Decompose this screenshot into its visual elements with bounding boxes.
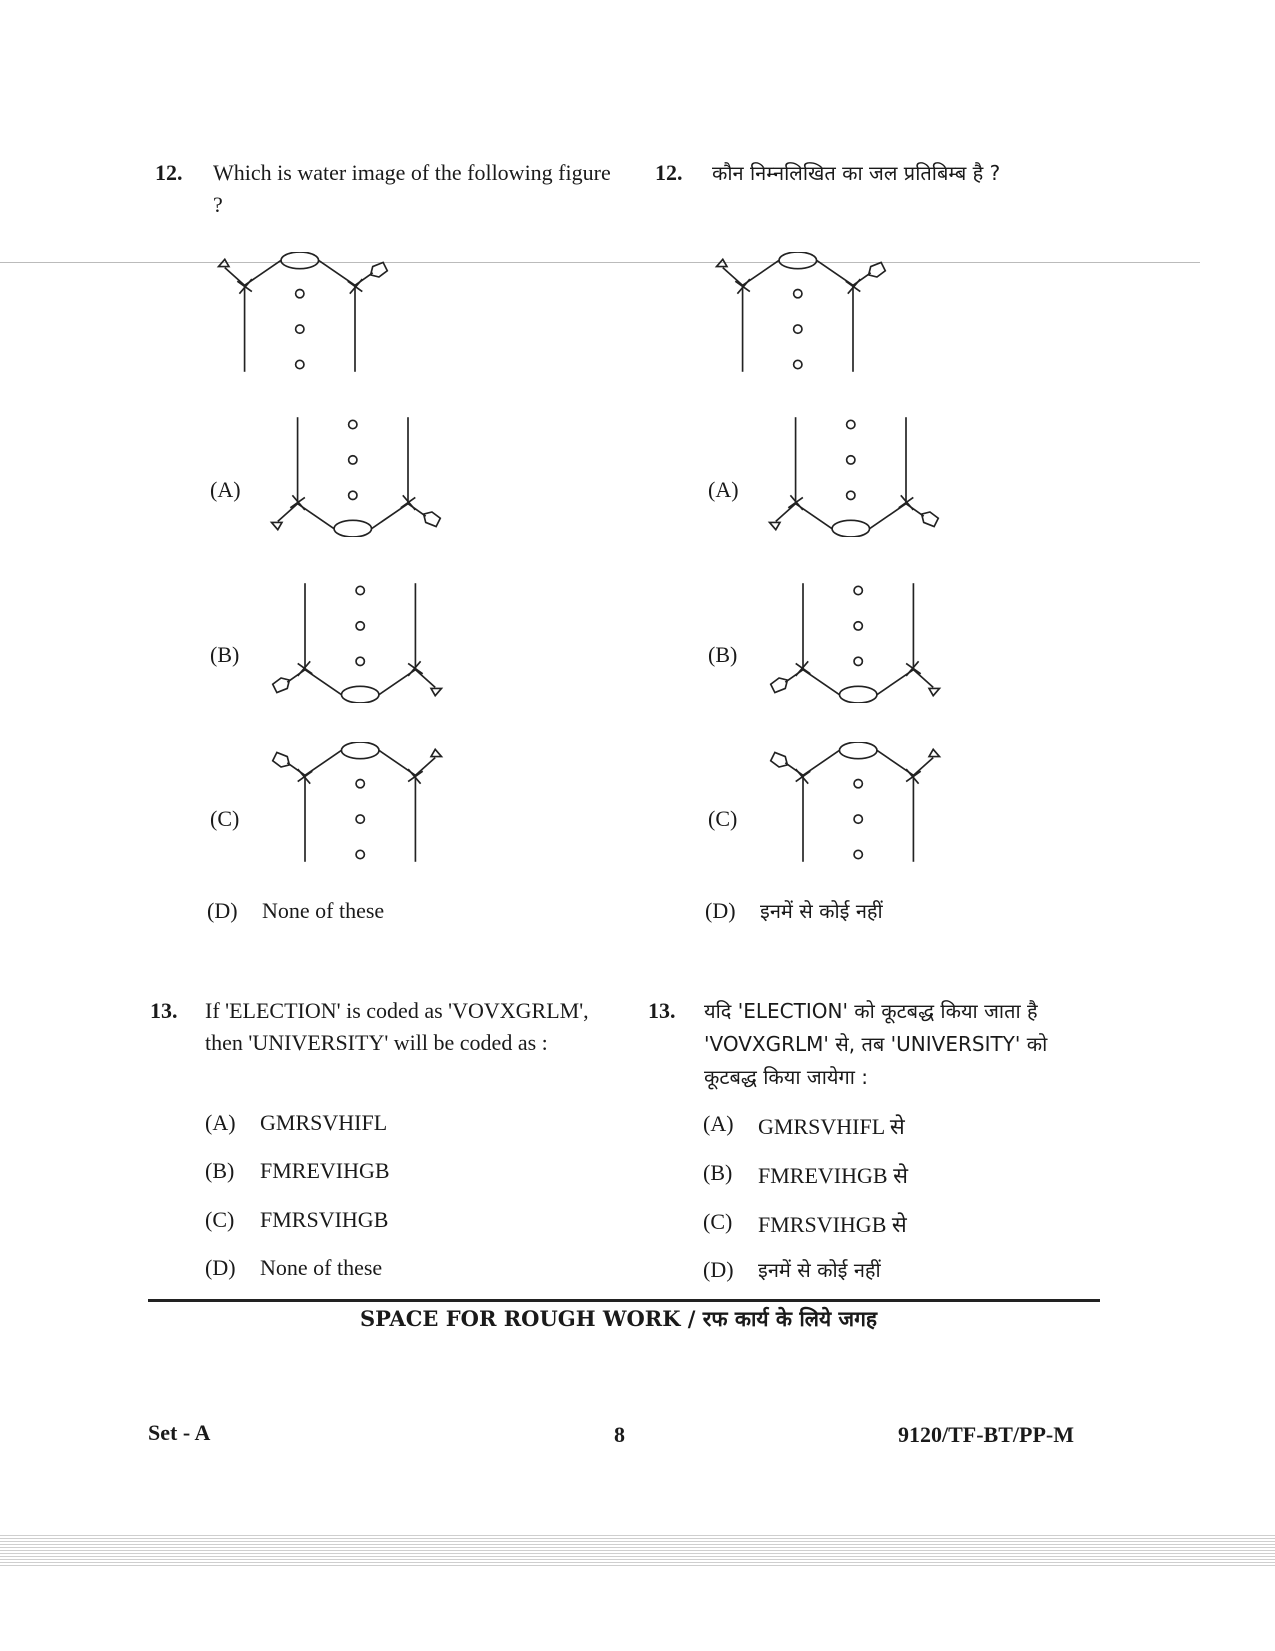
q12-option-b-figure-hi: [763, 578, 943, 703]
q13-option-a-text-en: GMRSVHIFL: [260, 1110, 388, 1135]
q13-option-a-text-hi: GMRSVHIFL से: [758, 1114, 905, 1139]
footer-set: Set - A: [148, 1420, 211, 1445]
q13-option-b-text-en: FMREVIHGB: [260, 1158, 390, 1183]
q12-option-a-figure-en: [268, 412, 448, 537]
q12-number-en: 12.: [155, 160, 183, 185]
q13-text-hi-line3: कूटबद्ध किया जायेगा :: [704, 1065, 869, 1089]
q13-option-d-label-en: (D): [205, 1255, 236, 1280]
q12-text-hi: कौन निम्नलिखित का जल प्रतिबिम्ब है ?: [712, 161, 1001, 185]
q13-option-b-text-hi: FMREVIHGB से: [758, 1163, 908, 1188]
q13-option-b-label-en: (B): [205, 1158, 235, 1183]
footer-page-number: 8: [614, 1422, 625, 1447]
q12-option-d-text-en: None of these: [262, 898, 385, 923]
q12-option-d-label-en: (D): [207, 898, 238, 923]
q13-option-c-text-hi: FMRSVIHGB से: [758, 1212, 907, 1237]
q12-option-c-label-en: (C): [210, 806, 240, 831]
rough-work-divider: [148, 1299, 1100, 1302]
q12-question-figure-en: [215, 252, 395, 377]
q13-number-hi: 13.: [648, 998, 676, 1023]
q12-option-b-label-en: (B): [210, 642, 240, 667]
q12-option-a-label-en: (A): [210, 477, 241, 502]
q12-option-c-figure-hi: [763, 742, 943, 867]
q12-number-hi: 12.: [655, 160, 683, 185]
q13-option-c-label-hi: (C): [703, 1209, 733, 1234]
q13-option-d-text-en: None of these: [260, 1255, 383, 1280]
footer-code: 9120/TF-BT/PP-M: [898, 1422, 1074, 1447]
q12-option-a-label-hi: (A): [708, 477, 739, 502]
q12-option-d-text-hi: इनमें से कोई नहीं: [760, 899, 883, 923]
q13-text-en-line1: If 'ELECTION' is coded as 'VOVXGRLM',: [205, 998, 589, 1023]
q13-option-d-text-hi: इनमें से कोई नहीं: [758, 1258, 881, 1282]
q13-option-d-label-hi: (D): [703, 1257, 734, 1282]
q12-option-a-figure-hi: [766, 412, 946, 537]
q13-text-hi-line1: यदि 'ELECTION' को कूटबद्ध किया जाता है: [704, 999, 1038, 1023]
q13-number-en: 13.: [150, 998, 178, 1023]
q12-option-c-figure-en: [265, 742, 445, 867]
scan-edge-lines: [0, 1535, 1275, 1567]
q12-option-c-label-hi: (C): [708, 806, 738, 831]
q13-text-hi-line2: 'VOVXGRLM' से, तब 'UNIVERSITY' को: [704, 1032, 1048, 1056]
q13-text-en-line2: then 'UNIVERSITY' will be coded as :: [205, 1030, 548, 1055]
scan-line: [0, 262, 1200, 263]
q12-option-b-figure-en: [265, 578, 445, 703]
q12-text-en: Which is water image of the following figure ?: [213, 160, 611, 217]
q13-option-b-label-hi: (B): [703, 1160, 733, 1185]
q13-option-c-label-en: (C): [205, 1207, 235, 1232]
q13-option-c-text-en: FMRSVIHGB: [260, 1207, 389, 1232]
q12-option-b-label-hi: (B): [708, 642, 738, 667]
q12-question-figure-hi: [713, 252, 893, 377]
q12-option-d-label-hi: (D): [705, 898, 736, 923]
rough-work-label: SPACE FOR ROUGH WORK / रफ कार्य के लिये जगह: [360, 1306, 878, 1331]
q13-option-a-label-en: (A): [205, 1110, 236, 1135]
q13-option-a-label-hi: (A): [703, 1111, 734, 1136]
